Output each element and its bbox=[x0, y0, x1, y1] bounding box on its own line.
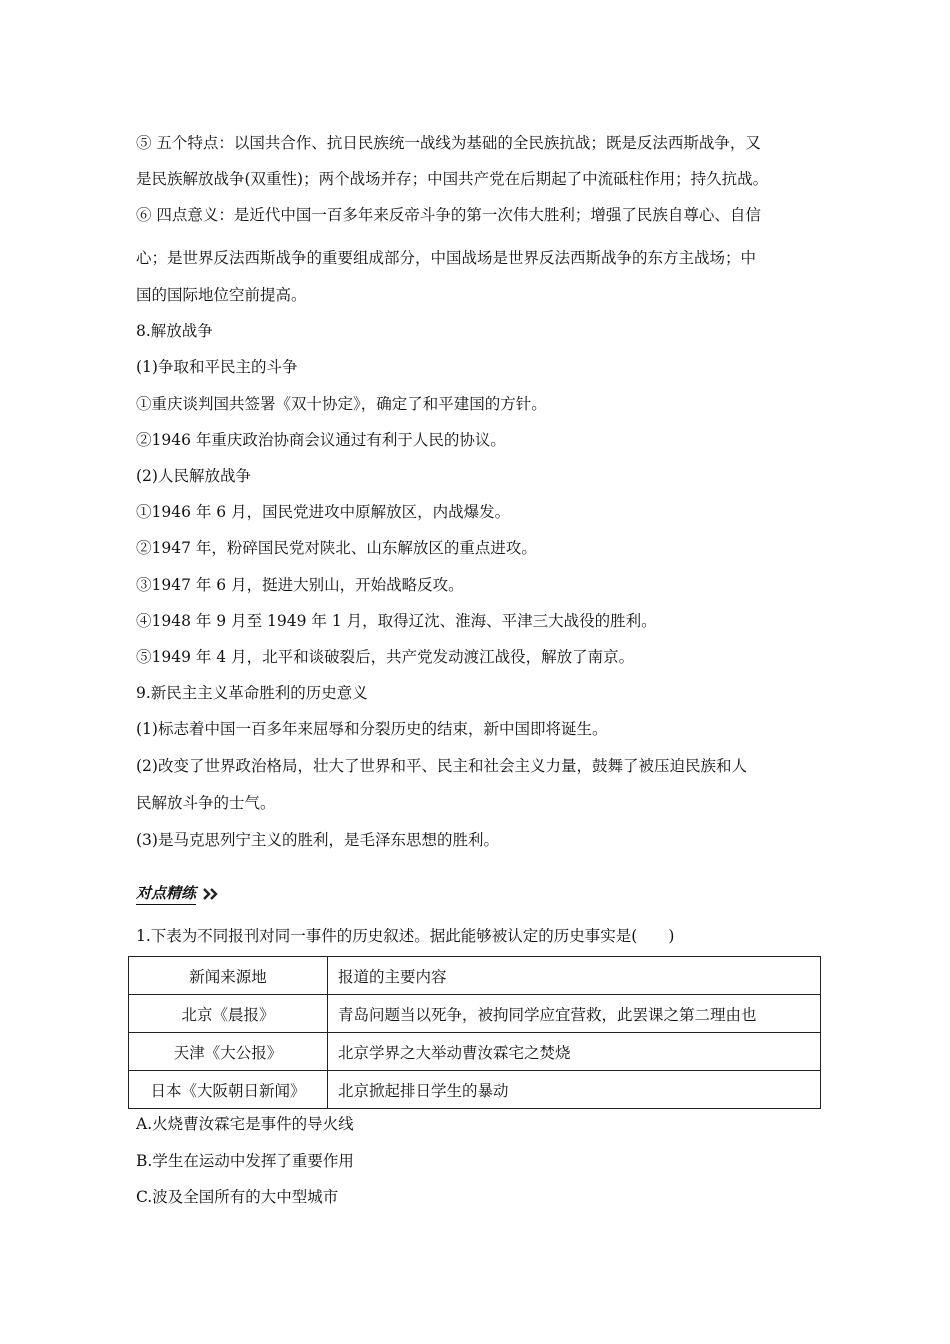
text-line: ⑥ 四点意义：是近代中国一百多年来反帝斗争的第一次伟大胜利；增强了民族自尊心、自信 bbox=[136, 206, 761, 224]
subheading: (2)人民解放战争 bbox=[136, 467, 251, 485]
news-source-table bbox=[128, 956, 821, 1109]
table-row bbox=[129, 1033, 821, 1071]
table-row bbox=[129, 995, 821, 1033]
option-c: C.波及全国所有的大中型城市 bbox=[136, 1188, 339, 1206]
table-cell-content: 北京掀起排日学生的暴动 bbox=[328, 1071, 821, 1109]
section-title-text: 对点精练 bbox=[136, 882, 196, 905]
option-b: B.学生在运动中发挥了重要作用 bbox=[136, 1152, 354, 1170]
table-cell-source: 天津《大公报》 bbox=[129, 1033, 328, 1071]
text-line: 是民族解放战争(双重性)；两个战场并存；中国共产党在后期起了中流砥柱作用；持久抗战。 bbox=[136, 170, 769, 188]
text-line: (2)改变了世界政治格局，壮大了世界和平、民主和社会主义力量，鼓舞了被压迫民族和人 bbox=[136, 757, 747, 775]
heading-liberation-war: 8.解放战争 bbox=[136, 322, 213, 340]
table-row bbox=[129, 1071, 821, 1109]
section-title bbox=[136, 882, 220, 905]
text-line: (1)标志着中国一百多年来屈辱和分裂历史的结束，新中国即将诞生。 bbox=[136, 720, 608, 738]
text-line: ③1947 年 6 月，挺进大别山，开始战略反攻。 bbox=[136, 576, 464, 594]
heading-significance: 9.新民主主义革命胜利的历史意义 bbox=[136, 684, 368, 702]
text-line: ②1947 年，粉碎国民党对陕北、山东解放区的重点进攻。 bbox=[136, 539, 537, 557]
table-cell-content: 北京学界之大举动曹汝霖宅之焚烧 bbox=[328, 1033, 821, 1071]
table-header-cell: 新闻来源地 bbox=[129, 957, 328, 995]
table-cell-source: 北京《晨报》 bbox=[129, 995, 328, 1033]
text-line: 心；是世界反法西斯战争的重要组成部分，中国战场是世界反法西斯战争的东方主战场；中 bbox=[136, 249, 757, 267]
text-line: ①重庆谈判国共签署《双十协定》，确定了和平建国的方针。 bbox=[136, 395, 547, 413]
text-line: 民解放斗争的士气。 bbox=[136, 794, 276, 812]
text-line: ⑤1949 年 4 月，北平和谈破裂后，共产党发动渡江战役，解放了南京。 bbox=[136, 648, 635, 666]
text-line: ①1946 年 6 月，国民党进攻中原解放区，内战爆发。 bbox=[136, 503, 511, 521]
text-line: ⑤ 五个特点：以国共合作、抗日民族统一战线为基础的全民族抗战；既是反法西斯战争，又 bbox=[136, 134, 761, 152]
subheading: (1)争取和平民主的斗争 bbox=[136, 358, 298, 376]
question-stem: 1.下表为不同报刊对同一事件的历史叙述。据此能够被认定的历史事实是( ) bbox=[136, 927, 675, 945]
text-line: ④1948 年 9 月至 1949 年 1 月，取得辽沈、淮海、平津三大战役的胜利。 bbox=[136, 612, 657, 630]
table-header-row bbox=[129, 957, 821, 995]
double-chevron-right-icon bbox=[202, 888, 220, 900]
text-line: 国的国际地位空前提高。 bbox=[136, 286, 307, 304]
text-line: ②1946 年重庆政治协商会议通过有利于人民的协议。 bbox=[136, 431, 506, 449]
text-line: (3)是马克思列宁主义的胜利，是毛泽东思想的胜利。 bbox=[136, 831, 499, 849]
table-cell-content: 青岛问题当以死争，被拘同学应宜营救，此罢课之第二理由也 bbox=[328, 995, 821, 1033]
table-cell-source: 日本《大阪朝日新闻》 bbox=[129, 1071, 328, 1109]
table-header-cell: 报道的主要内容 bbox=[328, 957, 821, 995]
option-a: A.火烧曹汝霖宅是事件的导火线 bbox=[136, 1115, 354, 1133]
